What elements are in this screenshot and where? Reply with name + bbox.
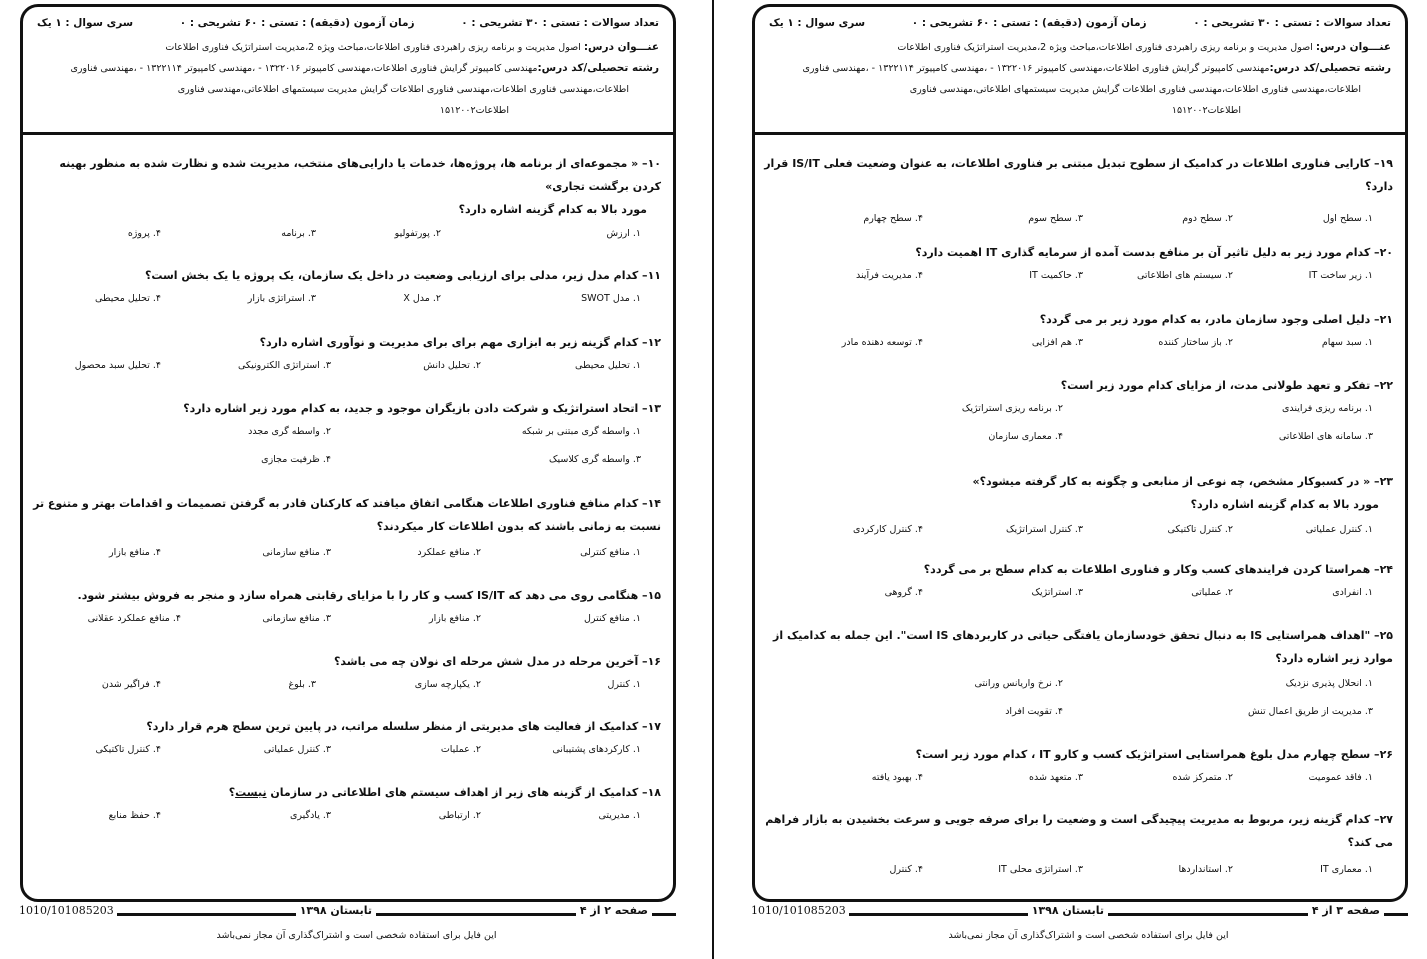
question-17: ۱۷– کدامیک از فعالیت های مدیریتی از منظر سلسله مراتب، در پایین ترین سطح هرم قرار دارد؟ ۱. کارکردهای پشتیبانی ۲. عملیات ۳. کنترل عملیاتی ۴. کنترل تاکتیکی <box>95 720 661 755</box>
page-2 <box>0 0 713 959</box>
option-3[interactable]: ۳. منافع سازمانی <box>262 613 331 624</box>
question-26: ۲۶– سطح چهارم مدل بلوغ همراستایی استراتژیک کسب و کارو IT ، کدام مورد زیر است؟ ۱. فاقد عمومیت ۲. متمرکز شده ۳. متعهد شده ۴. بهبود یافته <box>871 748 1393 783</box>
copyright-note: این فایل برای استفاده شخصی است و اشتراک‌گذاری آن مجاز نمی‌باشد <box>216 930 497 941</box>
exam-term: تابستان ۱۳۹۸ <box>296 904 376 917</box>
option-1[interactable]: ۱. منافع کنترل <box>583 613 641 624</box>
question-20: ۲۰– کدام مورد زیر به دلیل تاثیر آن بر منافع بدست آمده از سرمایه گذاری IT اهمیت دارد؟ ۱. زیر ساخت IT ۲. سیستم های اطلاعاتی ۳. حاکمیت IT ۴. مدیریت فرآیند <box>855 246 1393 281</box>
option-1[interactable]: ۱. معماری IT <box>1320 864 1373 875</box>
option-2[interactable]: ۲. متمرکز شده <box>1172 772 1233 783</box>
option-3[interactable]: ۳. استراتژی الکترونیکی <box>238 360 331 371</box>
option-4[interactable]: ۴. سطح چهارم <box>863 213 923 224</box>
option-1[interactable]: ۱. واسطه گری مبتنی بر شبکه <box>521 426 641 437</box>
page-frame <box>752 4 1408 902</box>
question-27: ۲۷– کدام گزینه زیر، مربوط به مدیریت پیچیدگی است و وضعیت را برای صرفه جویی و سرعت بخشیدن به بازار فراهم می کند؟ ۱. معماری IT ۲. استانداردها ۳. استراتژی محلی IT ۴. کنترل <box>765 813 1393 875</box>
option-1[interactable]: ۱. کنترل عملیاتی <box>1305 524 1373 535</box>
option-2[interactable]: ۲. واسطه گری مجدد <box>248 426 331 437</box>
option-1[interactable]: ۱. انفرادی <box>1332 587 1373 598</box>
page-frame <box>20 4 676 902</box>
question-10: ۱۰– « مجموعه‌ای از برنامه ها، پروژه‌ها، خدمات یا دارایی‌های منتخب، مدیریت شده و نظارت شده به منظور بهینه کردن برگشت تجاری» مورد بالا به کدام گزینه اشاره دارد؟ ۱. ارزش ۲. پورتفولیو ۳. برنامه ۴. پروژه <box>59 157 661 239</box>
course-title: عنـــوان درس: اصول مدیریت و برنامه ریزی راهبردی فناوری اطلاعات،مباحث ویژه 2،مدیریت استراتژیک فناوری اطلاعات <box>897 41 1391 53</box>
option-1[interactable]: ۱. انحلال پذیری نزدیک <box>1285 678 1373 689</box>
option-1[interactable]: ۱. ارزش <box>606 228 641 239</box>
page-3 <box>714 0 1427 959</box>
option-2[interactable]: ۲. پورتفولیو <box>394 228 441 239</box>
question-13: ۱۳– اتحاد استراتژیک و شرکت دادن بازیگران موجود و جدید، به کدام مورد زیر اشاره دارد؟ ۱. واسطه گری مبتنی بر شبکه ۲. واسطه گری مجدد ۳. واسطه گری کلاسیک ۴. ظرفیت مجازی <box>183 402 661 465</box>
field-code: رشته تحصیلی/کد درس:مهندسی کامپیوتر گرایش فناوری اطلاعات،مهندسی کامپیوتر ۱۳۲۲۰۱۶ - ،مهندسی کامپیوتر ۱۳۲۲۱۱۴ - ،مهندسی فناوری <box>802 62 1391 74</box>
option-2[interactable]: ۲. عملیات <box>440 744 481 755</box>
option-2[interactable]: ۲. منافع بازار <box>429 613 481 624</box>
question-series: سری سوال : ۱ یک <box>769 17 866 29</box>
option-4[interactable]: ۴. کنترل <box>889 864 923 875</box>
option-2[interactable]: ۲. تحلیل دانش <box>423 360 481 371</box>
question-22: ۲۲– تفکر و تعهد طولانی مدت، از مزایای کدام مورد زیر است؟ ۱. برنامه ریزی فرایندی ۲. برنامه ریزی استراتژیک ۳. سامانه های اطلاعاتی ۴. معماری سازمان <box>961 379 1393 442</box>
option-2[interactable]: ۲. کنترل تاکتیکی <box>1167 524 1233 535</box>
exam-header <box>755 7 1405 135</box>
page-footer <box>752 904 1408 924</box>
page-footer <box>20 904 676 924</box>
option-4[interactable]: ۴. معماری سازمان <box>988 431 1063 442</box>
copyright-note: این فایل برای استفاده شخصی است و اشتراک‌گذاری آن مجاز نمی‌باشد <box>948 930 1229 941</box>
option-2[interactable]: ۲. منافع عملکرد <box>417 547 481 558</box>
option-4[interactable]: ۴. کنترل کارکردی <box>852 524 923 535</box>
option-1[interactable]: ۱. فاقد عمومیت <box>1308 772 1373 783</box>
option-2[interactable]: ۲. برنامه ریزی استراتژیک <box>961 403 1063 414</box>
option-1[interactable]: ۱. سبد سهام <box>1321 337 1373 348</box>
option-4[interactable]: ۴. تقویت افراد <box>1005 706 1063 717</box>
option-3[interactable]: ۳. استراتژی بازار <box>247 293 316 304</box>
option-2[interactable]: ۲. استانداردها <box>1178 864 1233 875</box>
option-1[interactable]: ۱. مدیریتی <box>598 810 641 821</box>
option-1[interactable]: ۱. سطح اول <box>1322 213 1373 224</box>
exam-header <box>23 7 673 135</box>
exam-code: 1010/101085203 <box>748 904 849 917</box>
question-series: سری سوال : ۱ یک <box>37 17 134 29</box>
option-2[interactable]: ۲. یکپارچه سازی <box>414 679 481 690</box>
option-3[interactable]: ۳. کنترل استراتژیک <box>1006 524 1083 535</box>
option-1[interactable]: ۱. منافع کنترلی <box>580 547 641 558</box>
option-3[interactable]: ۳. برنامه <box>281 228 316 239</box>
option-3[interactable]: ۳. کنترل عملیاتی <box>263 744 331 755</box>
option-2[interactable]: ۲. ارتباطی <box>438 810 481 821</box>
question-23: ۲۳– « در کسبوکار مشخص، چه نوعی از منابعی و چگونه به کار گرفته میشود؟» مورد بالا به کدام گزینه اشاره دارد؟ ۱. کنترل عملیاتی ۲. کنترل تاکتیکی ۳. کنترل استراتژیک ۴. کنترل کارکردی <box>852 475 1393 535</box>
question-15: ۱۵– هنگامی روی می دهد که IS/IT کسب و کار را با مزایای رقابتی همراه سازد و منجر به فروش بیشتر شود. ۱. منافع کنترل ۲. منافع بازار ۳. منافع سازمانی ۴. منافع عملکرد عقلانی <box>77 589 661 624</box>
field-code: رشته تحصیلی/کد درس:مهندسی کامپیوتر گرایش فناوری اطلاعات،مهندسی کامپیوتر ۱۳۲۲۰۱۶ - ،مهندسی کامپیوتر ۱۳۲۲۱۱۴ - ،مهندسی فناوری <box>70 62 659 74</box>
question-list <box>23 138 673 899</box>
option-3[interactable]: ۳. متعهد شده <box>1029 772 1083 783</box>
option-3[interactable]: ۳. منافع سازمانی <box>262 547 331 558</box>
option-3[interactable]: ۳. استراتژیک <box>1031 587 1083 598</box>
option-4[interactable]: ۴. منافع بازار <box>109 547 161 558</box>
option-4[interactable]: ۴. منافع عملکرد عقلانی <box>87 613 181 624</box>
option-2[interactable]: ۲. نرخ واریانس ورانتی <box>974 678 1063 689</box>
option-4[interactable]: ۴. فراگیر شدن <box>101 679 161 690</box>
question-11: ۱۱– کدام مدل زیر، مدلی برای ارزیابی وضعیت در داخل یک سازمان، یک پروژه یا یک بخش است؟ ۱. مدل SWOT ۲. مدل X ۳. استراتژی بازار ۴. تحلیل محیطی <box>95 269 661 304</box>
field-code-cont2: اطلاعات۱۵۱۲۰۰۲ <box>439 105 509 116</box>
option-4[interactable]: ۴. گروهی <box>884 587 923 598</box>
option-4[interactable]: ۴. تحلیل سبد محصول <box>74 360 161 371</box>
question-18: ۱۸– کدامیک از گزینه های زیر از اهداف سیستم های اطلاعاتی در سازمان نیست؟ ۱. مدیریتی ۲. ارتباطی ۳. یادگیری ۴. حفظ منابع <box>108 786 661 821</box>
option-3[interactable]: ۳. حاکمیت IT <box>1029 270 1083 281</box>
page-number: صفحه ۲ از ۴ <box>576 904 652 917</box>
option-3[interactable]: ۳. مدیریت از طریق اعمال تنش <box>1248 706 1373 717</box>
exam-time: زمان آزمون (دقیقه) : تستی : ۶۰ تشریحی : ۰ <box>911 17 1147 29</box>
option-2[interactable]: ۲. باز ساختار کننده <box>1158 337 1233 348</box>
emphasis-not: نیست <box>235 786 267 799</box>
exam-time: زمان آزمون (دقیقه) : تستی : ۶۰ تشریحی : ۰ <box>179 17 415 29</box>
option-2[interactable]: ۲. عملیاتی <box>1191 587 1233 598</box>
option-1[interactable]: ۱. تحلیل محیطی <box>575 360 641 371</box>
option-3[interactable]: ۳. واسطه گری کلاسیک <box>549 454 641 465</box>
question-16: ۱۶– آخرین مرحله در مدل شش مرحله ای نولان چه می باشد؟ ۱. کنترل ۲. یکپارچه سازی ۳. بلوغ ۴. فراگیر شدن <box>101 655 661 690</box>
option-4[interactable]: ۴. پروژه <box>127 228 161 239</box>
option-4[interactable]: ۴. توسعه دهنده مادر <box>841 337 923 348</box>
option-1[interactable]: ۱. کنترل <box>607 679 641 690</box>
option-3[interactable]: ۳. سطح سوم <box>1028 213 1083 224</box>
option-3[interactable]: ۳. یادگیری <box>290 810 331 821</box>
total-questions: تعداد سوالات : تستی : ۳۰ تشریحی : ۰ <box>461 17 659 29</box>
option-4[interactable]: ۴. حفظ منابع <box>108 810 161 821</box>
option-4[interactable]: ۴. مدیریت فرآیند <box>855 270 923 281</box>
option-3[interactable]: ۳. هم افزایی <box>1031 337 1083 348</box>
question-25: ۲۵– "اهداف همراستایی IS به دنبال تحقق خودسازمان یافتگی حیاتی در کاربردهای IS است". این جمله به کدامیک از موارد زیر اشاره دارد؟ ۱. انحلال پذیری نزدیک ۲. نرخ واریانس ورانتی ۳. مدیریت از طریق اعمال تنش ۴. تقویت افراد <box>773 629 1393 717</box>
option-2[interactable]: ۲. سیستم های اطلاعاتی <box>1136 270 1233 281</box>
question-list <box>755 138 1405 899</box>
exam-code: 1010/101085203 <box>16 904 117 917</box>
option-3[interactable]: ۳. بلوغ <box>288 679 316 690</box>
field-code-cont: اطلاعات،مهندسی فناوری اطلاعات،مهندسی فناوری اطلاعات گرایش مدیریت سیستمهای اطلاعاتی،مهندسی فناوری <box>909 84 1361 95</box>
page-number: صفحه ۳ از ۴ <box>1308 904 1384 917</box>
option-1[interactable]: ۱. زیر ساخت IT <box>1308 270 1373 281</box>
option-2[interactable]: ۲. مدل X <box>403 293 441 304</box>
question-19: ۱۹– کارایی فناوری اطلاعات در کدامیک از سطوح تبدیل مبتنی بر فناوری اطلاعات، به عنوان وضعیت فعلی IS/IT قرار دارد؟ ۱. سطح اول ۲. سطح دوم ۳. سطح سوم ۴. سطح چهارم <box>764 157 1393 224</box>
question-24: ۲۴– همراستا کردن فرایندهای کسب وکار و فناوری اطلاعات به کدام سطح بر می گردد؟ ۱. انفرادی ۲. عملیاتی ۳. استراتژیک ۴. گروهی <box>884 563 1393 598</box>
exam-term: تابستان ۱۳۹۸ <box>1028 904 1108 917</box>
option-4[interactable]: ۴. کنترل تاکتیکی <box>95 744 161 755</box>
option-3[interactable]: ۳. سامانه های اطلاعاتی <box>1278 431 1373 442</box>
option-1[interactable]: ۱. مدل SWOT <box>581 293 641 304</box>
question-21: ۲۱– دلیل اصلی وجود سازمان مادر، به کدام مورد زیر بر می گردد؟ ۱. سبد سهام ۲. باز ساختار کننده ۳. هم افزایی ۴. توسعه دهنده مادر <box>841 313 1393 348</box>
field-code-cont2: اطلاعات۱۵۱۲۰۰۲ <box>1171 105 1241 116</box>
option-1[interactable]: ۱. کارکردهای پشتیبانی <box>552 744 641 755</box>
field-code-cont: اطلاعات،مهندسی فناوری اطلاعات،مهندسی فناوری اطلاعات گرایش مدیریت سیستمهای اطلاعاتی،مهندسی فناوری <box>177 84 629 95</box>
option-1[interactable]: ۱. برنامه ریزی فرایندی <box>1281 403 1373 414</box>
option-4[interactable]: ۴. تحلیل محیطی <box>95 293 161 304</box>
total-questions: تعداد سوالات : تستی : ۳۰ تشریحی : ۰ <box>1193 17 1391 29</box>
option-4[interactable]: ۴. ظرفیت مجازی <box>261 454 331 465</box>
option-4[interactable]: ۴. بهبود یافته <box>871 772 923 783</box>
course-title: عنـــوان درس: اصول مدیریت و برنامه ریزی راهبردی فناوری اطلاعات،مباحث ویژه 2،مدیریت استراتژیک فناوری اطلاعات <box>165 41 659 53</box>
option-2[interactable]: ۲. سطح دوم <box>1182 213 1233 224</box>
option-3[interactable]: ۳. استراتژی محلی IT <box>998 864 1083 875</box>
question-14: ۱۴– کدام منافع فناوری اطلاعات هنگامی اتفاق میافتد که کارکنان قادر به گرفتن تصمیمات و اقدامات بهتر و متنوع تر نسبت به زمانی باشند که بدون اطلاعات کار میکردند؟ ۱. منافع کنترلی ۲. منافع عملکرد ۳. منافع سازمانی ۴. منافع بازار <box>33 497 661 558</box>
question-12: ۱۲– کدام گزینه زیر به ابزاری مهم برای برای مدیریت و نوآوری اشاره دارد؟ ۱. تحلیل محیطی ۲. تحلیل دانش ۳. استراتژی الکترونیکی ۴. تحلیل سبد محصول <box>74 336 661 371</box>
